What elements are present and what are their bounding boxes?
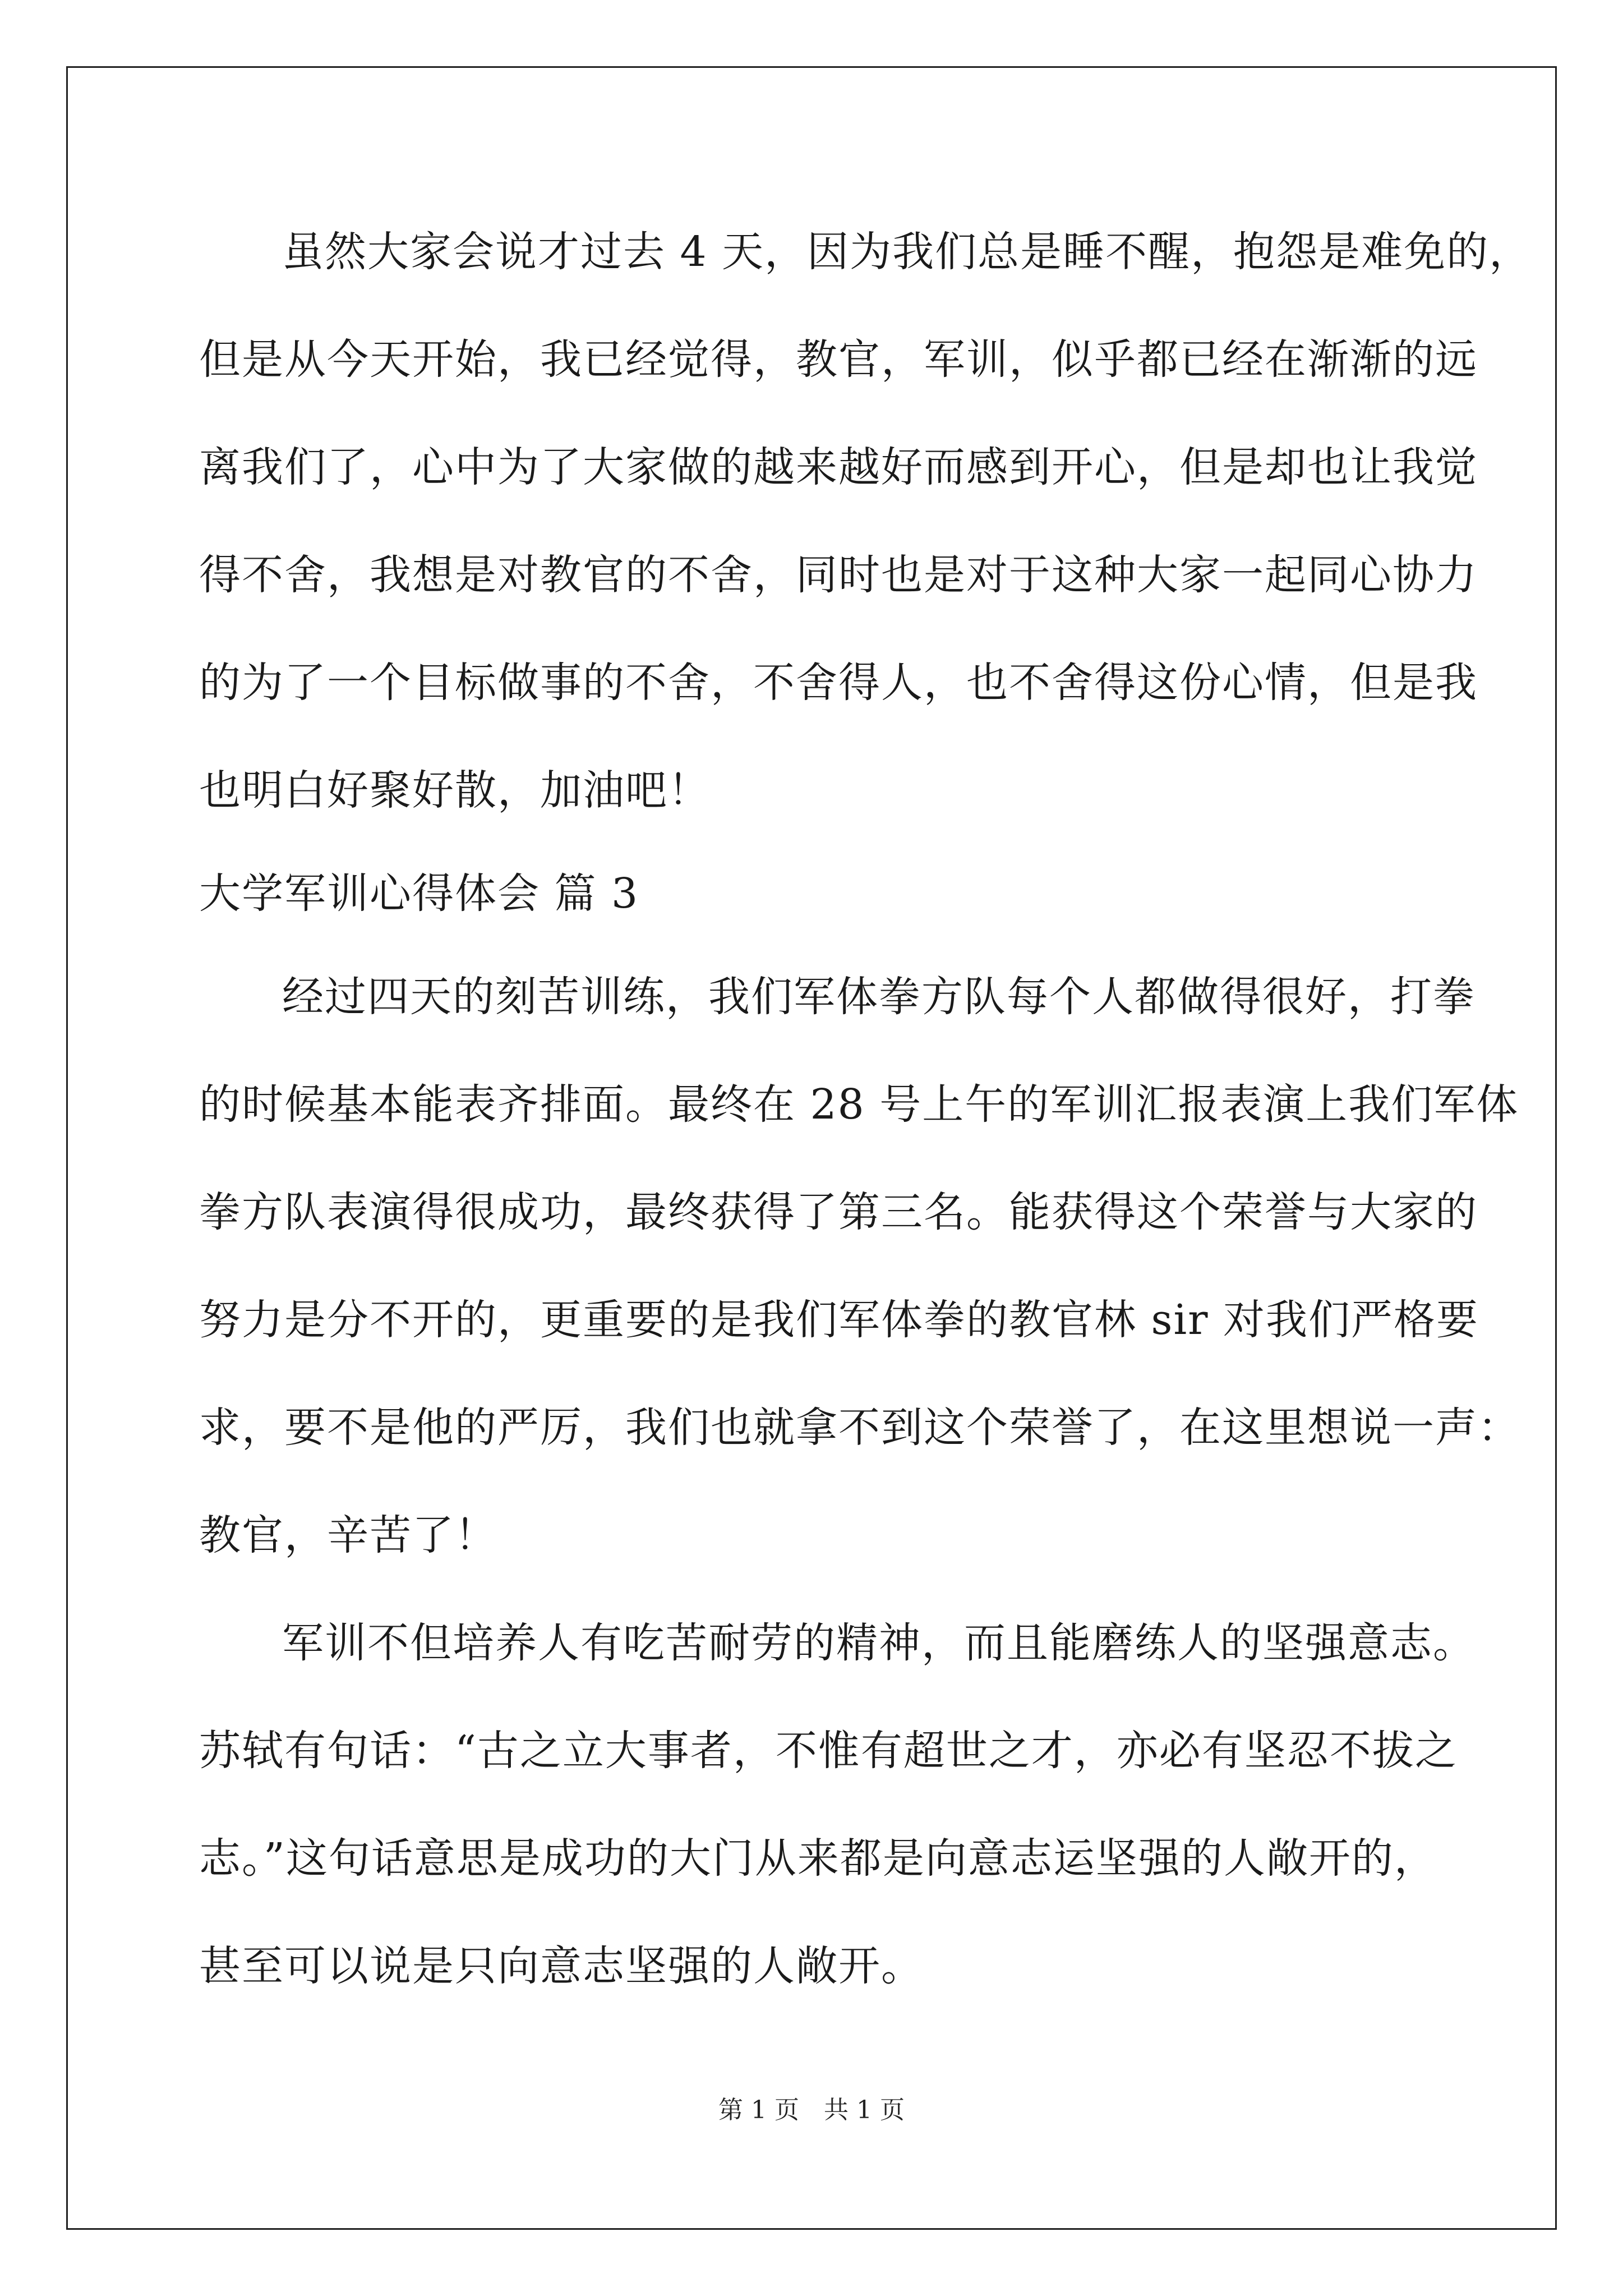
paragraph-2-line-3: 拳方队表演得很成功，最终获得了第三名。能获得这个荣誉与大家的	[199, 1188, 1478, 1236]
paragraph-1-line-6: 也明白好聚好散，加油吧！	[199, 766, 711, 815]
paragraph-1-line-3: 离我们了，心中为了大家做的越来越好而感到开心，但是却也让我觉	[199, 443, 1478, 491]
paragraph-1-line-4: 得不舍，我想是对教官的不舍，同时也是对于这种大家一起同心协力	[199, 551, 1478, 599]
section-heading: 大学军训心得体会 篇 3	[199, 869, 639, 918]
page-border	[66, 66, 1557, 2230]
paragraph-2-line-6: 教官，辛苦了！	[199, 1511, 497, 1559]
paragraph-1-line-2: 但是从今天开始，我已经觉得，教官，军训，似乎都已经在渐渐的远	[199, 335, 1478, 384]
paragraph-2-line-5: 求，要不是他的严厉，我们也就拿不到这个荣誉了，在这里想说一声：	[199, 1404, 1520, 1452]
paragraph-3-line-4: 甚至可以说是只向意志坚强的人敞开。	[199, 1942, 924, 1990]
paragraph-2-line-1: 经过四天的刻苦训练，我们军体拳方队每个人都做得很好，打拳	[282, 973, 1476, 1021]
paragraph-3-line-2: 苏轼有句话：“古之立大事者，不惟有超世之才，亦必有坚忍不拔之	[199, 1727, 1458, 1775]
paragraph-3-line-1: 军训不但培养人有吃苦耐劳的精神，而且能磨练人的坚强意志。	[282, 1619, 1476, 1667]
page-number-footer: 第 1 页 共 1 页	[718, 2096, 905, 2124]
paragraph-2-line-2: 的时候基本能表齐排面。最终在 28 号上午的军训汇报表演上我们军体	[199, 1080, 1519, 1129]
paragraph-1-line-5: 的为了一个目标做事的不舍，不舍得人，也不舍得这份心情，但是我	[199, 659, 1478, 707]
paragraph-2-line-4: 努力是分不开的，更重要的是我们军体拳的教官林 sir 对我们严格要	[199, 1296, 1479, 1344]
paragraph-3-line-3: 志。”这句话意思是成功的大门从来都是向意志运坚强的人敞开的，	[199, 1834, 1437, 1883]
paragraph-1-line-1: 虽然大家会说才过去 4 天，因为我们总是睡不醒，抱怨是难免的，	[282, 228, 1532, 276]
